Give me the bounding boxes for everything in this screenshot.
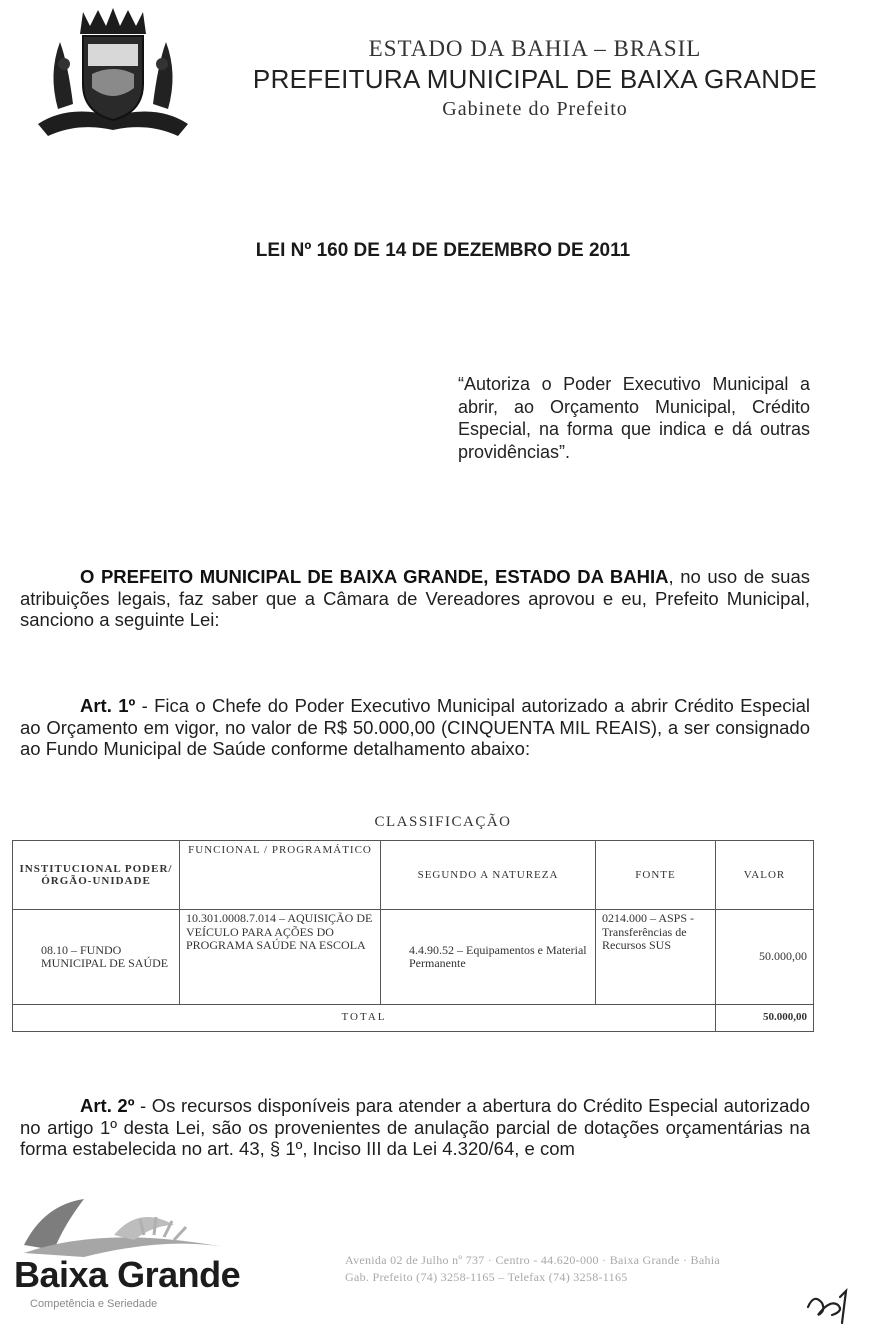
law-title: LEI Nº 160 DE 14 DE DEZEMBRO DE 2011: [255, 240, 631, 261]
article-2-label: Art. 2º: [80, 1095, 135, 1116]
coat-of-arms-icon: [28, 4, 198, 142]
table-header-cell: SEGUNDO A NATUREZA: [381, 841, 596, 910]
header-prefeitura: PREFEITURA MUNICIPAL DE BAIXA GRANDE: [252, 64, 818, 94]
table-cell: 50.000,00: [716, 910, 814, 1005]
table-header-row: [13, 841, 814, 910]
table-cell: 10.301.0008.7.014 – AQUISIÇÃO DE VEÍCULO PARA AÇÕES DO PROGRAMA SAÚDE NA ESCOLA: [180, 910, 381, 1005]
footer-phones: Gab. Prefeito (74) 3258-1165 – Telefax (74) 3258-1165: [345, 1270, 628, 1284]
article-1: [20, 695, 810, 760]
preamble-text: , no uso de suas atribuições legais, faz saber que a Câmara de Vereadores aprovou e eu, Prefeito Municipal, sanciono a seguinte Lei:: [20, 566, 810, 630]
table-cell: 4.4.90.52 – Equipamentos e Material Permanente: [381, 910, 596, 1005]
footer-address: Avenida 02 de Julho nº 737 · Centro - 44.620-000 · Baixa Grande · Bahia: [345, 1253, 721, 1267]
table-total-row: [13, 1005, 814, 1032]
table-header-cell: VALOR: [716, 841, 814, 910]
header-gabinete: Gabinete do Prefeito: [442, 98, 628, 120]
table-total-label: TOTAL: [13, 1005, 716, 1032]
table-cell: 08.10 – FUNDO MUNICIPAL DE SAÚDE: [13, 910, 180, 1005]
table-header-cell: FUNCIONAL / PROGRAMÁTICO: [180, 841, 381, 910]
header-state: ESTADO DA BAHIA – BRASIL: [368, 36, 702, 61]
ementa: “Autoriza o Poder Executivo Municipal a abrir, ao Orçamento Municipal, Crédito Especial, na forma que indica e dá outras providências”.: [458, 374, 810, 462]
table-total-value: 50.000,00: [716, 1005, 814, 1032]
table-header-cell: FONTE: [596, 841, 716, 910]
preamble-bold: O PREFEITO MUNICIPAL DE BAIXA GRANDE, ESTADO DA BAHIA: [80, 566, 669, 587]
article-1-label: Art. 1º: [80, 695, 136, 716]
city-logo-text: Baixa Grande: [14, 1254, 241, 1295]
preamble: [20, 566, 810, 631]
table-row: [13, 910, 814, 1005]
city-logo-tagline: Competência e Seriedade: [30, 1298, 158, 1310]
handwritten-initials-icon: [800, 1285, 860, 1330]
table-cell: 0214.000 – ASPS - Transferências de Recursos SUS: [596, 910, 716, 1005]
table-header-cell: INSTITUCIONAL PODER/ÓRGÃO-UNIDADE: [13, 841, 180, 910]
table-caption: CLASSIFICAÇÃO: [374, 814, 512, 830]
article-2: [20, 1095, 810, 1160]
budget-table: [12, 840, 814, 1032]
article-2-text: - Os recursos disponíveis para atender a abertura do Crédito Especial autorizado no artigo 1º desta Lei, são os provenientes de anulação parcial de dotações orçamentárias na forma estabelecida no art. 43, § 1º, Inciso III da Lei 4.320/64, e com: [20, 1095, 810, 1159]
article-1-text: - Fica o Chefe do Poder Executivo Municipal autorizado a abrir Crédito Especial ao Orçamento em vigor, no valor de R$ 50.000,00 (CINQUENTA MIL REAIS), a ser consignado ao Fundo Municipal de Saúde conforme detalhamento abaixo:: [20, 695, 810, 759]
